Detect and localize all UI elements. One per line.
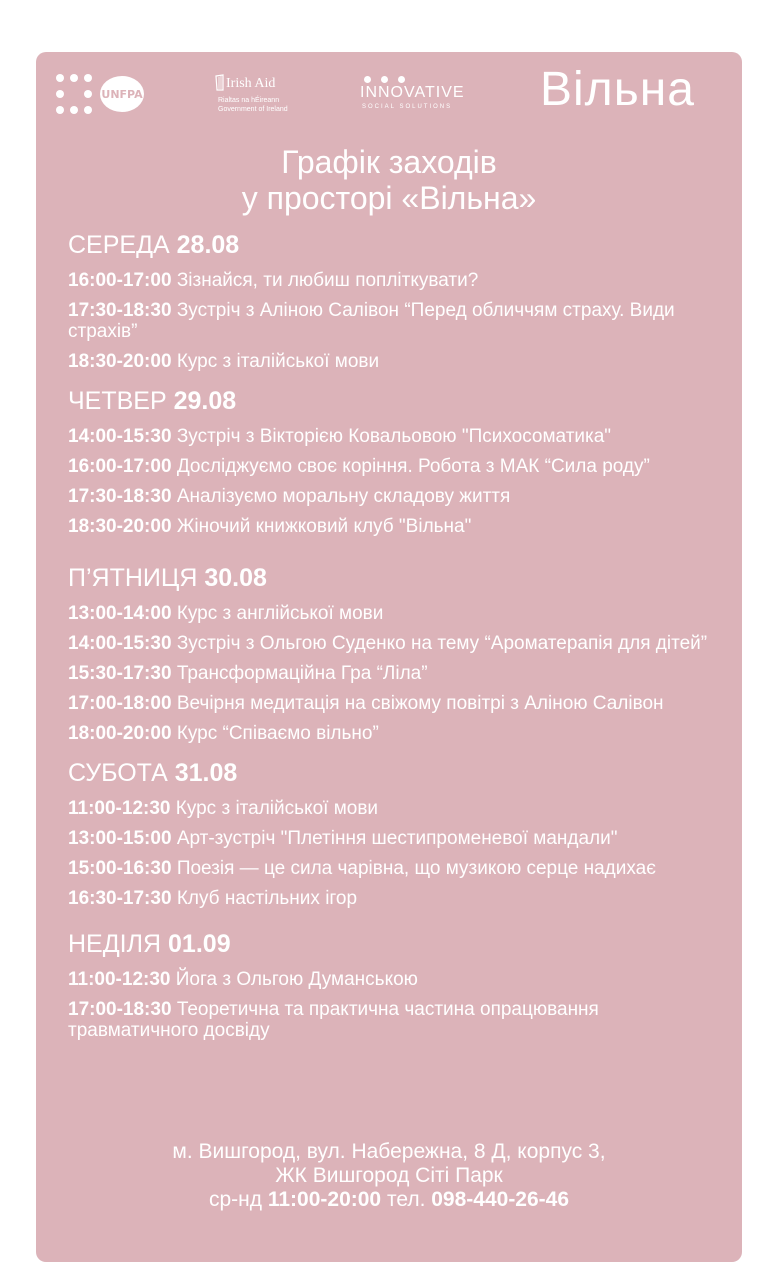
- event-title: Вечірня медитація на свіжому повітрі з Аліною Салівон: [176, 693, 664, 714]
- event-title: Курс з англійської мови: [176, 603, 384, 624]
- innovative-title: INNOVATIVE: [360, 84, 465, 101]
- opening-hours: 11:00-20:00: [267, 1188, 382, 1211]
- event-time: 13:00-15:00: [68, 828, 172, 849]
- irish-aid-subtitle: Rialtas na hÉireann Government of Ireland: [218, 97, 288, 113]
- event-item: [68, 633, 728, 654]
- day-section: [68, 929, 728, 1041]
- event-title: Курс з італійської мови: [176, 351, 380, 372]
- event-title: Курс “Співаємо вільно”: [176, 723, 379, 744]
- event-time: 16:00-17:00: [68, 456, 172, 477]
- day-date: 29.08: [173, 387, 237, 415]
- event-item: [68, 663, 728, 684]
- event-time: 14:00-15:30: [68, 426, 172, 447]
- address-line-1: м. Вишгород, вул. Набережна, 8 Д, корпус 3,: [172, 1140, 606, 1163]
- event-item: [68, 798, 728, 819]
- event-item: [68, 300, 728, 342]
- address-line-2: ЖК Вишгород Сіті Парк: [275, 1164, 503, 1187]
- day-date: 28.08: [176, 231, 240, 259]
- event-item: [68, 828, 728, 849]
- event-item: [68, 486, 728, 507]
- event-title: Курс з італійської мови: [175, 798, 379, 819]
- event-item: [68, 603, 728, 624]
- day-heading: [68, 386, 728, 416]
- event-time: 17:00-18:30: [68, 999, 172, 1020]
- event-item: [68, 351, 728, 372]
- event-title: Досліджуємо своє коріння. Робота з МАК “Сила роду”: [176, 456, 650, 477]
- event-title: Зустріч з Вікторією Ковальовою "Психосоматика": [176, 426, 612, 447]
- day-weekday: НЕДІЛЯ: [68, 930, 162, 958]
- innovative-subtitle: SOCIAL SOLUTIONS: [362, 104, 453, 110]
- event-item: [68, 270, 728, 291]
- unfpa-wordmark: UNFPA: [100, 76, 144, 112]
- unfpa-logo: [54, 72, 149, 116]
- irish-aid-title: Irish Aid: [226, 76, 276, 91]
- event-time: 16:30-17:30: [68, 888, 172, 909]
- event-title: Зустріч з Ольгою Суденко на тему “Ароматерапія для дітей”: [176, 633, 708, 654]
- event-title: Теоретична та практична частина опрацювання травматичного досвіду: [68, 999, 599, 1041]
- day-weekday: П’ЯТНИЦЯ: [68, 564, 198, 592]
- contact-footer: [36, 1140, 742, 1212]
- event-time: 17:30-18:30: [68, 486, 172, 507]
- event-title: Зустріч з Аліною Салівон “Перед обличчям страху. Види страхів”: [68, 300, 675, 342]
- title-line-1: Графік заходів: [281, 144, 497, 180]
- event-item: [68, 456, 728, 477]
- event-title: Аналізуємо моральну складову життя: [176, 486, 511, 507]
- event-time: 17:00-18:00: [68, 693, 172, 714]
- event-time: 11:00-12:30: [68, 969, 171, 990]
- day-heading: [68, 758, 728, 788]
- irish-aid-logo: [214, 74, 304, 118]
- event-time: 18:30-20:00: [68, 516, 172, 537]
- event-item: [68, 426, 728, 447]
- schedule-card: [36, 52, 742, 1262]
- title-line-2: у просторі «Вільна»: [241, 180, 537, 216]
- day-date: 01.09: [168, 930, 231, 958]
- day-weekday: ЧЕТВЕР: [68, 387, 167, 415]
- hours-and-phone: [36, 1188, 742, 1212]
- event-title: Трансформаційна Гра “Ліла”: [176, 663, 428, 684]
- event-item: [68, 723, 728, 744]
- day-weekday: СУБОТА: [68, 759, 168, 787]
- schedule-list: [68, 230, 728, 1050]
- harp-icon: [214, 74, 226, 92]
- day-section: [68, 230, 728, 372]
- phone-label: тел.: [386, 1188, 426, 1211]
- event-item: [68, 999, 728, 1041]
- day-heading: [68, 929, 728, 959]
- event-title: Йога з Ольгою Думанською: [175, 969, 418, 990]
- day-heading: [68, 230, 728, 260]
- un-dots-icon: [54, 72, 98, 116]
- event-item: [68, 693, 728, 714]
- event-time: 15:30-17:30: [68, 663, 172, 684]
- event-item: [68, 516, 728, 537]
- event-title: Зізнайся, ти любиш попліткувати?: [176, 270, 479, 291]
- day-date: 31.08: [174, 759, 238, 787]
- event-title: Жіночий книжковий клуб "Вільна": [176, 516, 472, 537]
- event-time: 18:30-20:00: [68, 351, 172, 372]
- event-time: 15:00-16:30: [68, 858, 172, 879]
- day-weekday: СЕРЕДА: [68, 231, 170, 259]
- day-section: [68, 386, 728, 537]
- event-item: [68, 858, 728, 879]
- day-date: 30.08: [204, 564, 267, 592]
- event-item: [68, 969, 728, 990]
- event-title: Клуб настільних ігор: [176, 888, 358, 909]
- hours-label: ср-нд: [208, 1188, 262, 1211]
- phone-number: 098-440-26-46: [431, 1188, 570, 1211]
- event-time: 17:30-18:30: [68, 300, 172, 321]
- day-heading: [68, 563, 728, 593]
- vilna-brand-logo: Вільна: [540, 63, 695, 116]
- event-time: 11:00-12:30: [68, 798, 171, 819]
- event-time: 16:00-17:00: [68, 270, 172, 291]
- event-title: Поезія — це сила чарівна, що музикою серце надихає: [176, 858, 656, 879]
- event-time: 18:00-20:00: [68, 723, 172, 744]
- event-title: Арт-зустріч "Плетіння шестипроменевої мандали": [176, 828, 618, 849]
- page-title: [36, 144, 742, 216]
- event-time: 13:00-14:00: [68, 603, 172, 624]
- event-item: [68, 888, 728, 909]
- partner-logos: [36, 52, 742, 142]
- day-section: [68, 563, 728, 744]
- day-section: [68, 758, 728, 909]
- event-time: 14:00-15:30: [68, 633, 172, 654]
- innovative-social-solutions-logo: [360, 70, 480, 116]
